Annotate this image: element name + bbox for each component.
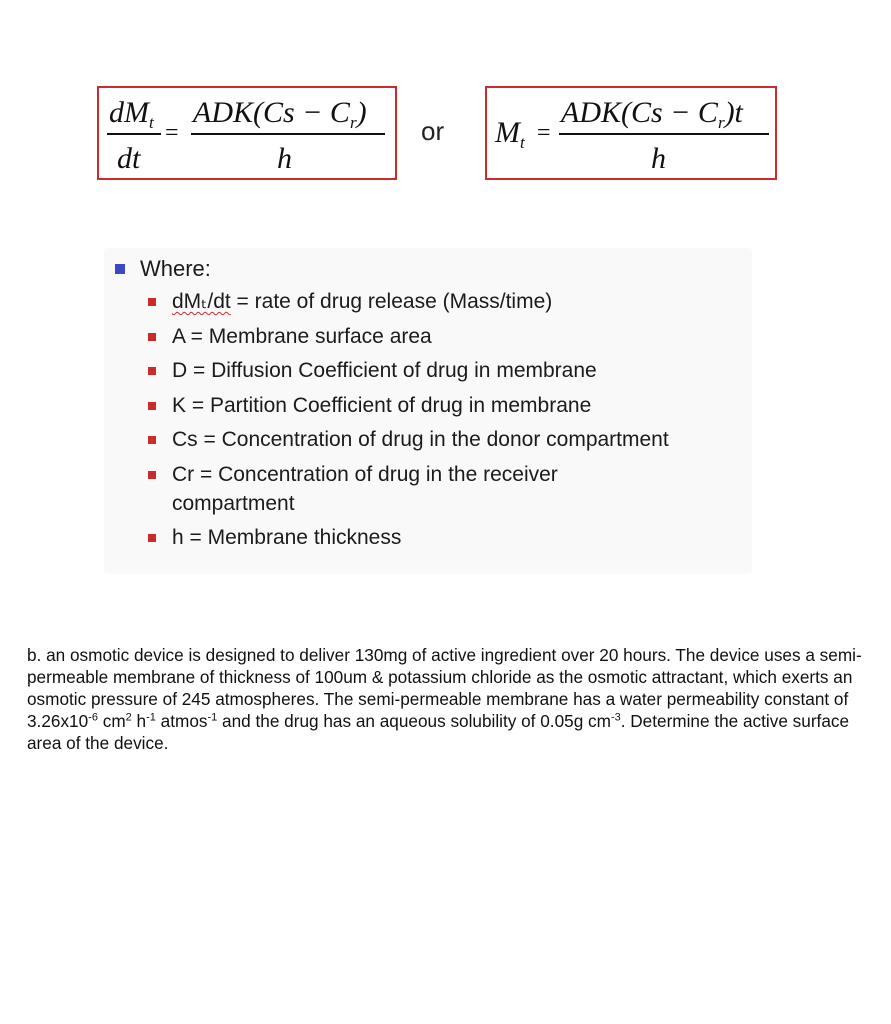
definition-item: [148, 356, 748, 385]
question-paragraph: b. an osmotic device is designed to deliver 130mg of active ingredient over 20 hours. The device uses a semi-permeable membrane of thickness of 100um & potassium chloride as the osmotic attractant, which exerts an osmotic pressure of 245 atmospheres. The semi-permeable membrane has a water permeability constant of $3.26x10^{-6}$ $cm^2$ $h^{-1}$ atmos$^{-1}$ and the drug has an aqueous solubility of 0.05g $cm^{-3}$. Determine the active surface area of the device.: [27, 645, 862, 753]
definition-text: h = Membrane thickness: [172, 526, 402, 549]
formula-mass-numerator: $ADK(Cs - C_r)t$: [561, 96, 743, 132]
formula-rate-equals: =: [165, 120, 179, 146]
definition-item: [148, 287, 748, 316]
where-label: Where:: [140, 256, 211, 281]
bullet-square: [148, 534, 156, 542]
definition-text: = rate of drug release (Mass/time): [230, 290, 553, 313]
definition-term: dMₜ/dt: [172, 290, 231, 313]
formula-box-mass: [485, 86, 777, 180]
formula-mass-denominator: h: [651, 142, 666, 175]
formula-rate-denominator: dt: [117, 142, 141, 175]
bullet-square: [148, 298, 156, 306]
fraction-line: [107, 133, 161, 135]
or-label: or: [421, 116, 445, 146]
definition-text: A = Membrane surface area: [172, 324, 432, 348]
formula-rate-rhs-numerator: $ADK(Cs - C_r)$: [193, 96, 367, 132]
formula-rate-rhs-denominator: h: [277, 142, 292, 175]
definition-item: [148, 523, 748, 552]
bullet-square: [148, 333, 156, 341]
bullet-square: [148, 402, 156, 410]
definition-item: [148, 391, 748, 420]
definition-item: [148, 460, 642, 518]
definition-item: [148, 322, 748, 351]
definition-text: Cr = Concentration of drug in the receiver compartment: [172, 462, 558, 515]
bullet-square: [148, 471, 156, 479]
bullet-square: [115, 264, 125, 274]
formula-box-rate: [97, 86, 397, 180]
formula-mass-lhs: $M_t$: [495, 116, 525, 152]
definitions-list: [148, 287, 748, 558]
definition-text: K = Partition Coefficient of drug in membrane: [172, 393, 592, 417]
definition-item: [148, 425, 748, 454]
fraction-line: [191, 133, 385, 135]
formula-rate-numerator: $dM_t$: [109, 96, 154, 132]
formula-mass-equals: =: [537, 120, 551, 146]
bullet-square: [148, 367, 156, 375]
bullet-square: [148, 436, 156, 444]
definition-text: Cs = Concentration of drug in the donor compartment: [172, 428, 669, 451]
fraction-line: [559, 133, 769, 135]
definition-text: D = Diffusion Coefficient of drug in membrane: [172, 359, 597, 382]
